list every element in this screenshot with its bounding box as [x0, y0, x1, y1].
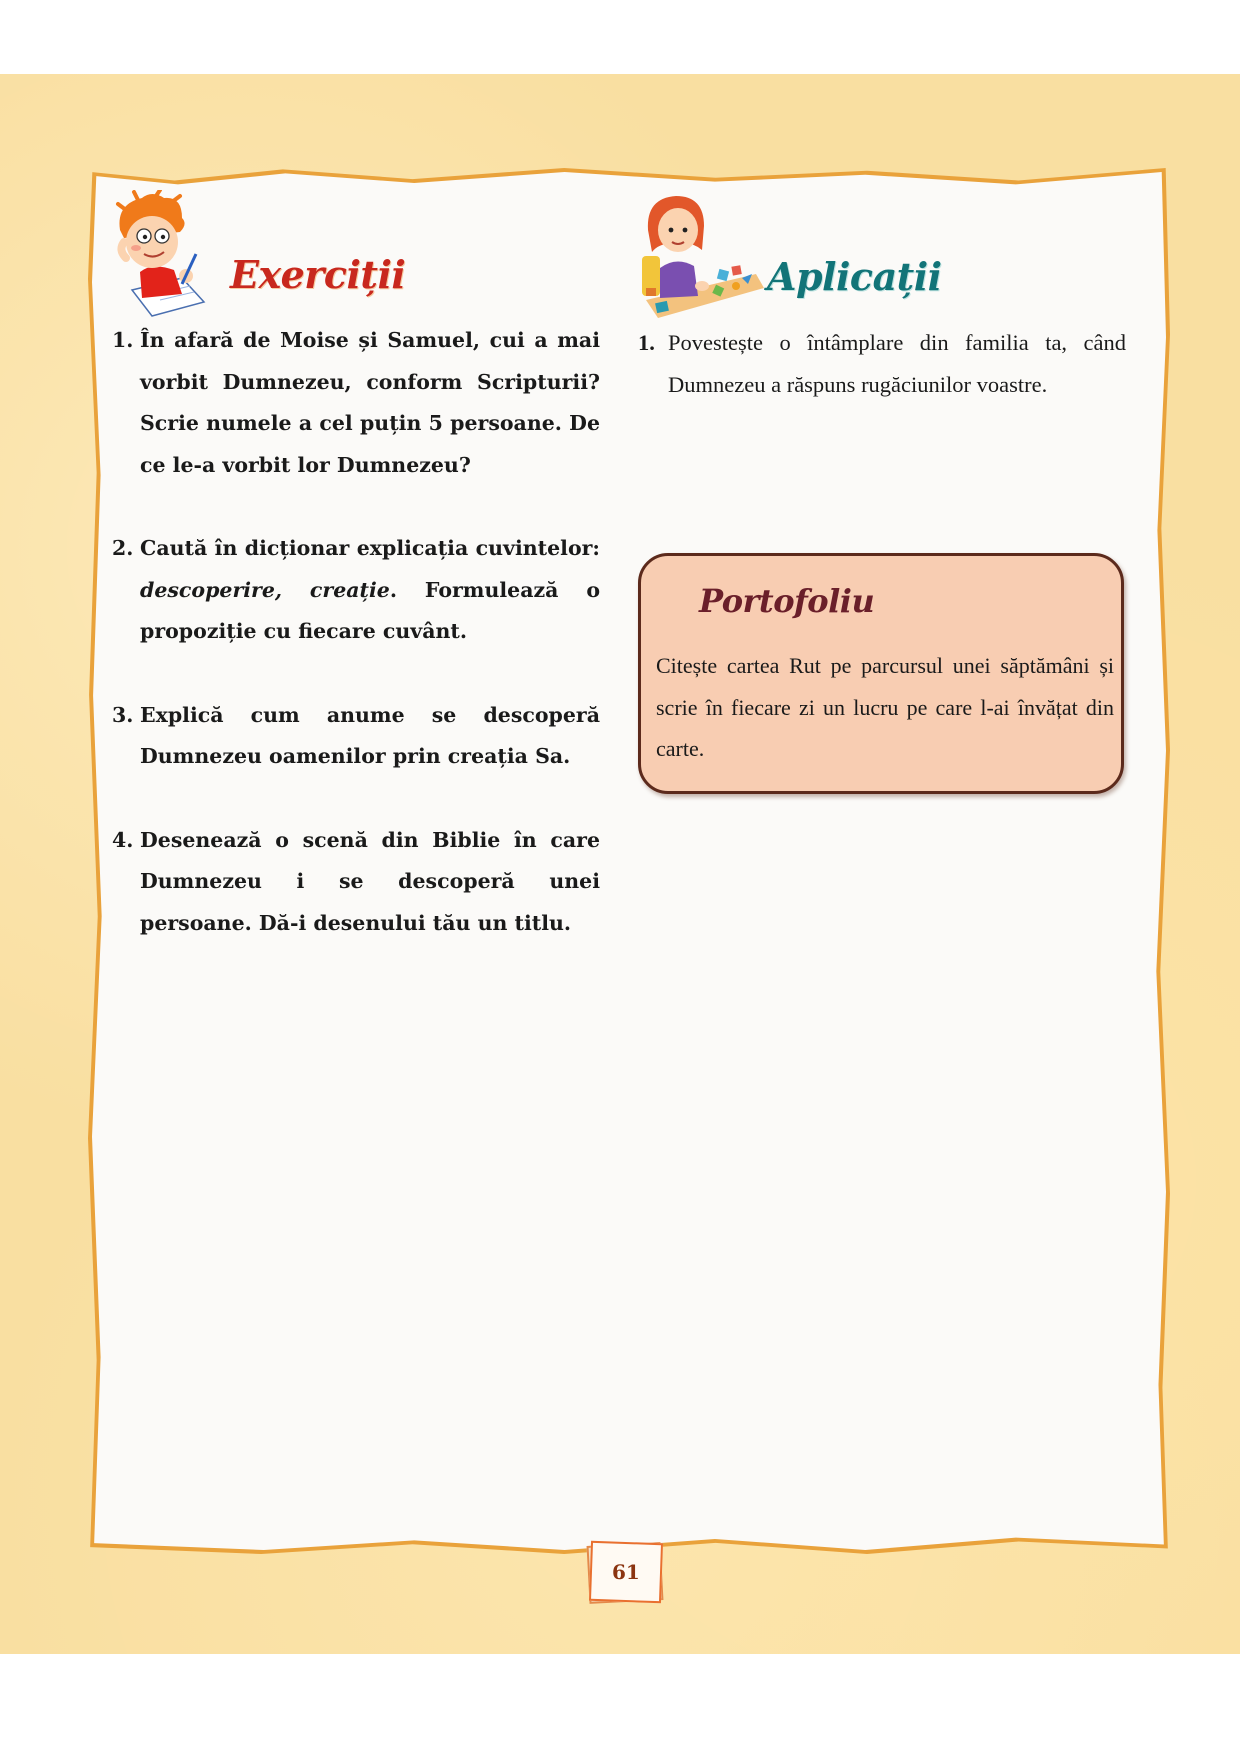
exercise-text-before: Caută în dicționar explicația cuvintelor:	[140, 536, 600, 560]
exercise-text-italic: descoperire, creație	[140, 577, 390, 602]
exercise-item-3	[112, 695, 600, 778]
exercise-item-2	[112, 528, 600, 653]
page-number-badge	[586, 1540, 666, 1606]
girl-crafting-illustration	[636, 190, 770, 324]
exercitii-heading: Exerciții	[230, 252, 406, 297]
portofoliu-heading: Portofoliu	[699, 582, 875, 620]
exercise-text: În afară de Moise și Samuel, cui a mai vorbit Dumnezeu, conform Scripturii? Scrie numele a cel puțin 5 persoane. De ce le-a vorbit lor Dumnezeu?	[140, 328, 600, 477]
application-text: Povestește o întâmplare din familia ta, când Dumnezeu a răspuns rugăciunilor voastre.	[668, 330, 1126, 397]
exercise-text: Explică cum anume se descoperă Dumnezeu oamenilor prin creația Sa.	[140, 702, 600, 768]
exercise-number: 3.	[112, 702, 134, 727]
exercise-item-4	[112, 820, 600, 945]
aplicatii-heading: Aplicații	[767, 254, 942, 299]
page-number-frame	[589, 1541, 663, 1603]
page-number: 61	[612, 1560, 640, 1584]
exercise-item-1	[112, 320, 600, 486]
portofoliu-box	[638, 553, 1124, 794]
aplicatii-list	[638, 322, 1126, 405]
portofoliu-text: Citește cartea Rut pe parcursul unei săptămâni și scrie în fiecare zi un lucru pe care l-ai învățat din carte.	[656, 653, 1114, 761]
exercise-number: 1.	[112, 328, 134, 352]
application-number: 1.	[638, 330, 655, 355]
exercitii-list	[112, 320, 600, 986]
exercise-text: Desenează o scenă din Biblie în care Dumnezeu i se descoperă unei persoane. Dă-i desenului tău un titlu.	[140, 827, 600, 935]
boy-writing-illustration	[112, 190, 216, 320]
exercise-text-after: . Formulează o propoziție cu fiecare cuvânt.	[140, 577, 600, 643]
application-item-1	[638, 322, 1126, 405]
exercise-number: 4.	[112, 827, 134, 852]
exercise-number: 2.	[112, 536, 134, 560]
